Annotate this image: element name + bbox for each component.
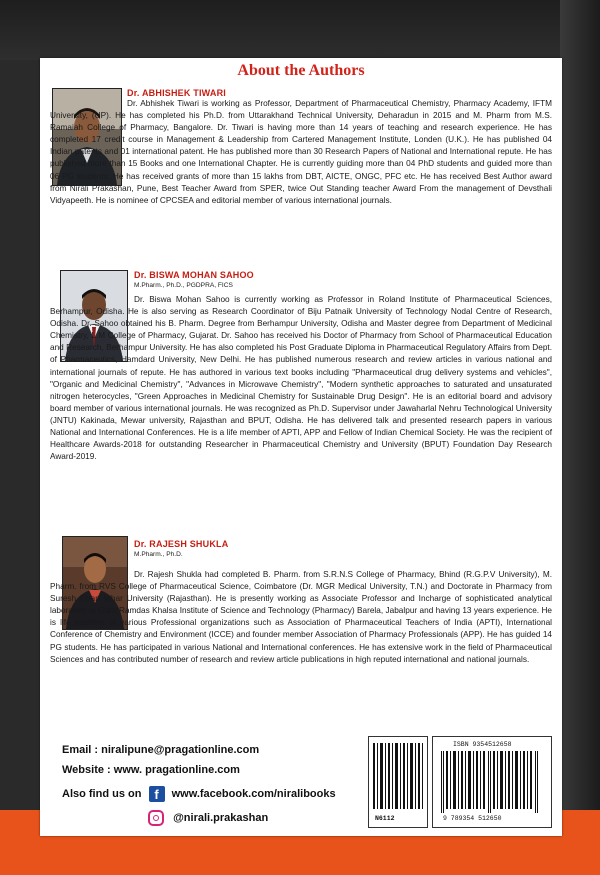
barcode-lines	[369, 737, 427, 813]
isbn-digits: 9 789354 512650	[443, 815, 502, 822]
author-name: Dr. RAJESH SHUKLA	[134, 539, 229, 549]
barcode-left	[368, 736, 428, 828]
facebook-line	[62, 786, 336, 802]
author-bio: Dr. Biswa Mohan Sahoo is currently working as Professor in Roland Institute of Pharmaceutical Sciences, Berhampur, Odisha. He is also serving as Research Coordinator of Biju Patnaik University of Technology Nodal Centre of Research, Odisha. Dr. Sahoo obtained his B. Pharm. Degree from Berhampur University, Odisha and Master degree from Department of Medicinal Chemistry, L.M College of Pharmacy, Gujarat. Dr. Sahoo has received his Doctor of Pharmacy from School of Pharmaceutical Education and Research, Berhampur University. He has also completed his Post Graduate Diploma in Pharmaceutical Regulatory Affairs from Dept. of Pharmaceutics, Hamdard University, New Delhi. He has published numerous research and review articles in various national and international journals of repute. He has authored in various text books including "Pharmaceutical drug delivery systems and vehicles", "Organic and Medicinal Chemistry", "Advances in Microwave Chemistry", "Modern synthetic approaches to saturated and unsaturated nitrogen heterocycles, "Green Approaches in Medicinal Chemistry for Sustainable Drug Design". He is an editorial board and advisory board member of various international journals. He was recognized as Ph.D. Supervisor under Jawaharlal Nehru Technological University (JNTU) Kakinada, Mewar university, Rajasthan and BPUT, Odisha. He has delivered talk and presented research papers in various National and International Conferences. He is a life member of APTI, APP and Fellow of Indian Chemical Society. He was the recipient of Healthcare Awards-2018 for outstanding Researcher in Pharmaceutical Chemistry and University (BPUT) Foundation Day Research Award-2019.	[50, 295, 552, 462]
email-line	[62, 744, 259, 756]
barcode-code: N6112	[375, 815, 395, 822]
website-label: Website :	[62, 764, 111, 776]
author-name: Dr. BISWA MOHAN SAHOO	[134, 270, 254, 280]
facebook-link[interactable]: www.facebook.com/niralibooks	[171, 787, 336, 800]
authors-panel	[40, 58, 562, 836]
author-bio: Dr. Abhishek Tiwari is working as Professor, Department of Pharmaceutical Chemistry, Pharmacy Academy, IFTM University, (UP). He has completed his Ph.D. from Uttarakhand Technical University, Deharadun in 2015 and M. Pharm from M.S. Ramaiah College of Pharmacy, Bangalore. Dr. Tiwari is having more than 14 years of teaching and research experience. He has completed 17 credit course in Management & Leadership from Cartered Management Institute, Londen (U.K.). He has published 04 Indian patents and 01 international patent. He has published more than 30 Research Papers of National and International repute. He has published more than 15 Books and one International Chapter. He is currently guiding more than 04 PhD students and guided more than 06 PG students. He has received grants of more than 15 lakhs from DBT, AICTE, ONGC, PFC etc. He has received Best Author award from Nirali Prakashan, Pune, Best Teacher Award from SPER, twice Out Standing teacher Award From the management of Devsthali Vidyapeeth. He is nominee of CPCSEA and editorial member of various international journals.	[50, 99, 552, 205]
author-degrees: M.Pharm., Ph.D.	[134, 551, 183, 558]
email-link[interactable]: niralipune@pragationline.com	[101, 744, 260, 756]
isbn-label: ISBN 9354512658	[453, 741, 512, 748]
instagram-link[interactable]: @nirali.prakashan	[173, 811, 269, 824]
isbn-barcode-lines	[433, 749, 551, 815]
instagram-icon[interactable]	[148, 810, 164, 826]
author-name: Dr. ABHISHEK TIWARI	[127, 88, 226, 98]
author-bio: Dr. Rajesh Shukla had completed B. Pharm. from S.R.N.S College of Pharmacy, Bhind (R.G.P.V University), M. Pharm. from RVS College of Pharmaceutical Science, Coimbatore (Dr. MGR Medical University, T.N.) and Doctorate in Pharmacy from Suresh Gyan Vihar University (Rajasthan). He is presently working as Associate Professor and Incharge of sophisticated analytical laboratory at Guru Ramdas Khalsa Institute of Science and Technology (Pharmacy) Barela, Jabalpur and having 13 years experience. He is life member of various Professional organizations such as Association of Pharmaceutical Teachers of India (APTI), International Conference of Chemistry and Environment (ICCE) and founder member Association of Pharmacy Professionals (APP). He has guided 14 PG students. He has participated in various National and International conferences. He has extensive work in the field of Pharmaceutical Sciences and has contributed number of research and review article publications in high reputed international and national journals.	[50, 570, 552, 664]
email-label: Email :	[62, 744, 99, 756]
instagram-line	[148, 810, 268, 826]
author-degrees: M.Pharm., Ph.D., PGDPRA, FICS	[134, 282, 233, 289]
barcode-isbn	[432, 736, 552, 828]
website-link[interactable]: www. pragationline.com	[113, 764, 240, 776]
website-line	[62, 764, 240, 776]
find-us-label: Also find us on	[62, 787, 142, 800]
cover-right-edge	[560, 0, 600, 830]
facebook-icon[interactable]: f	[149, 786, 165, 802]
page-title: About the Authors	[237, 62, 365, 79]
cover-top-band	[0, 0, 600, 60]
